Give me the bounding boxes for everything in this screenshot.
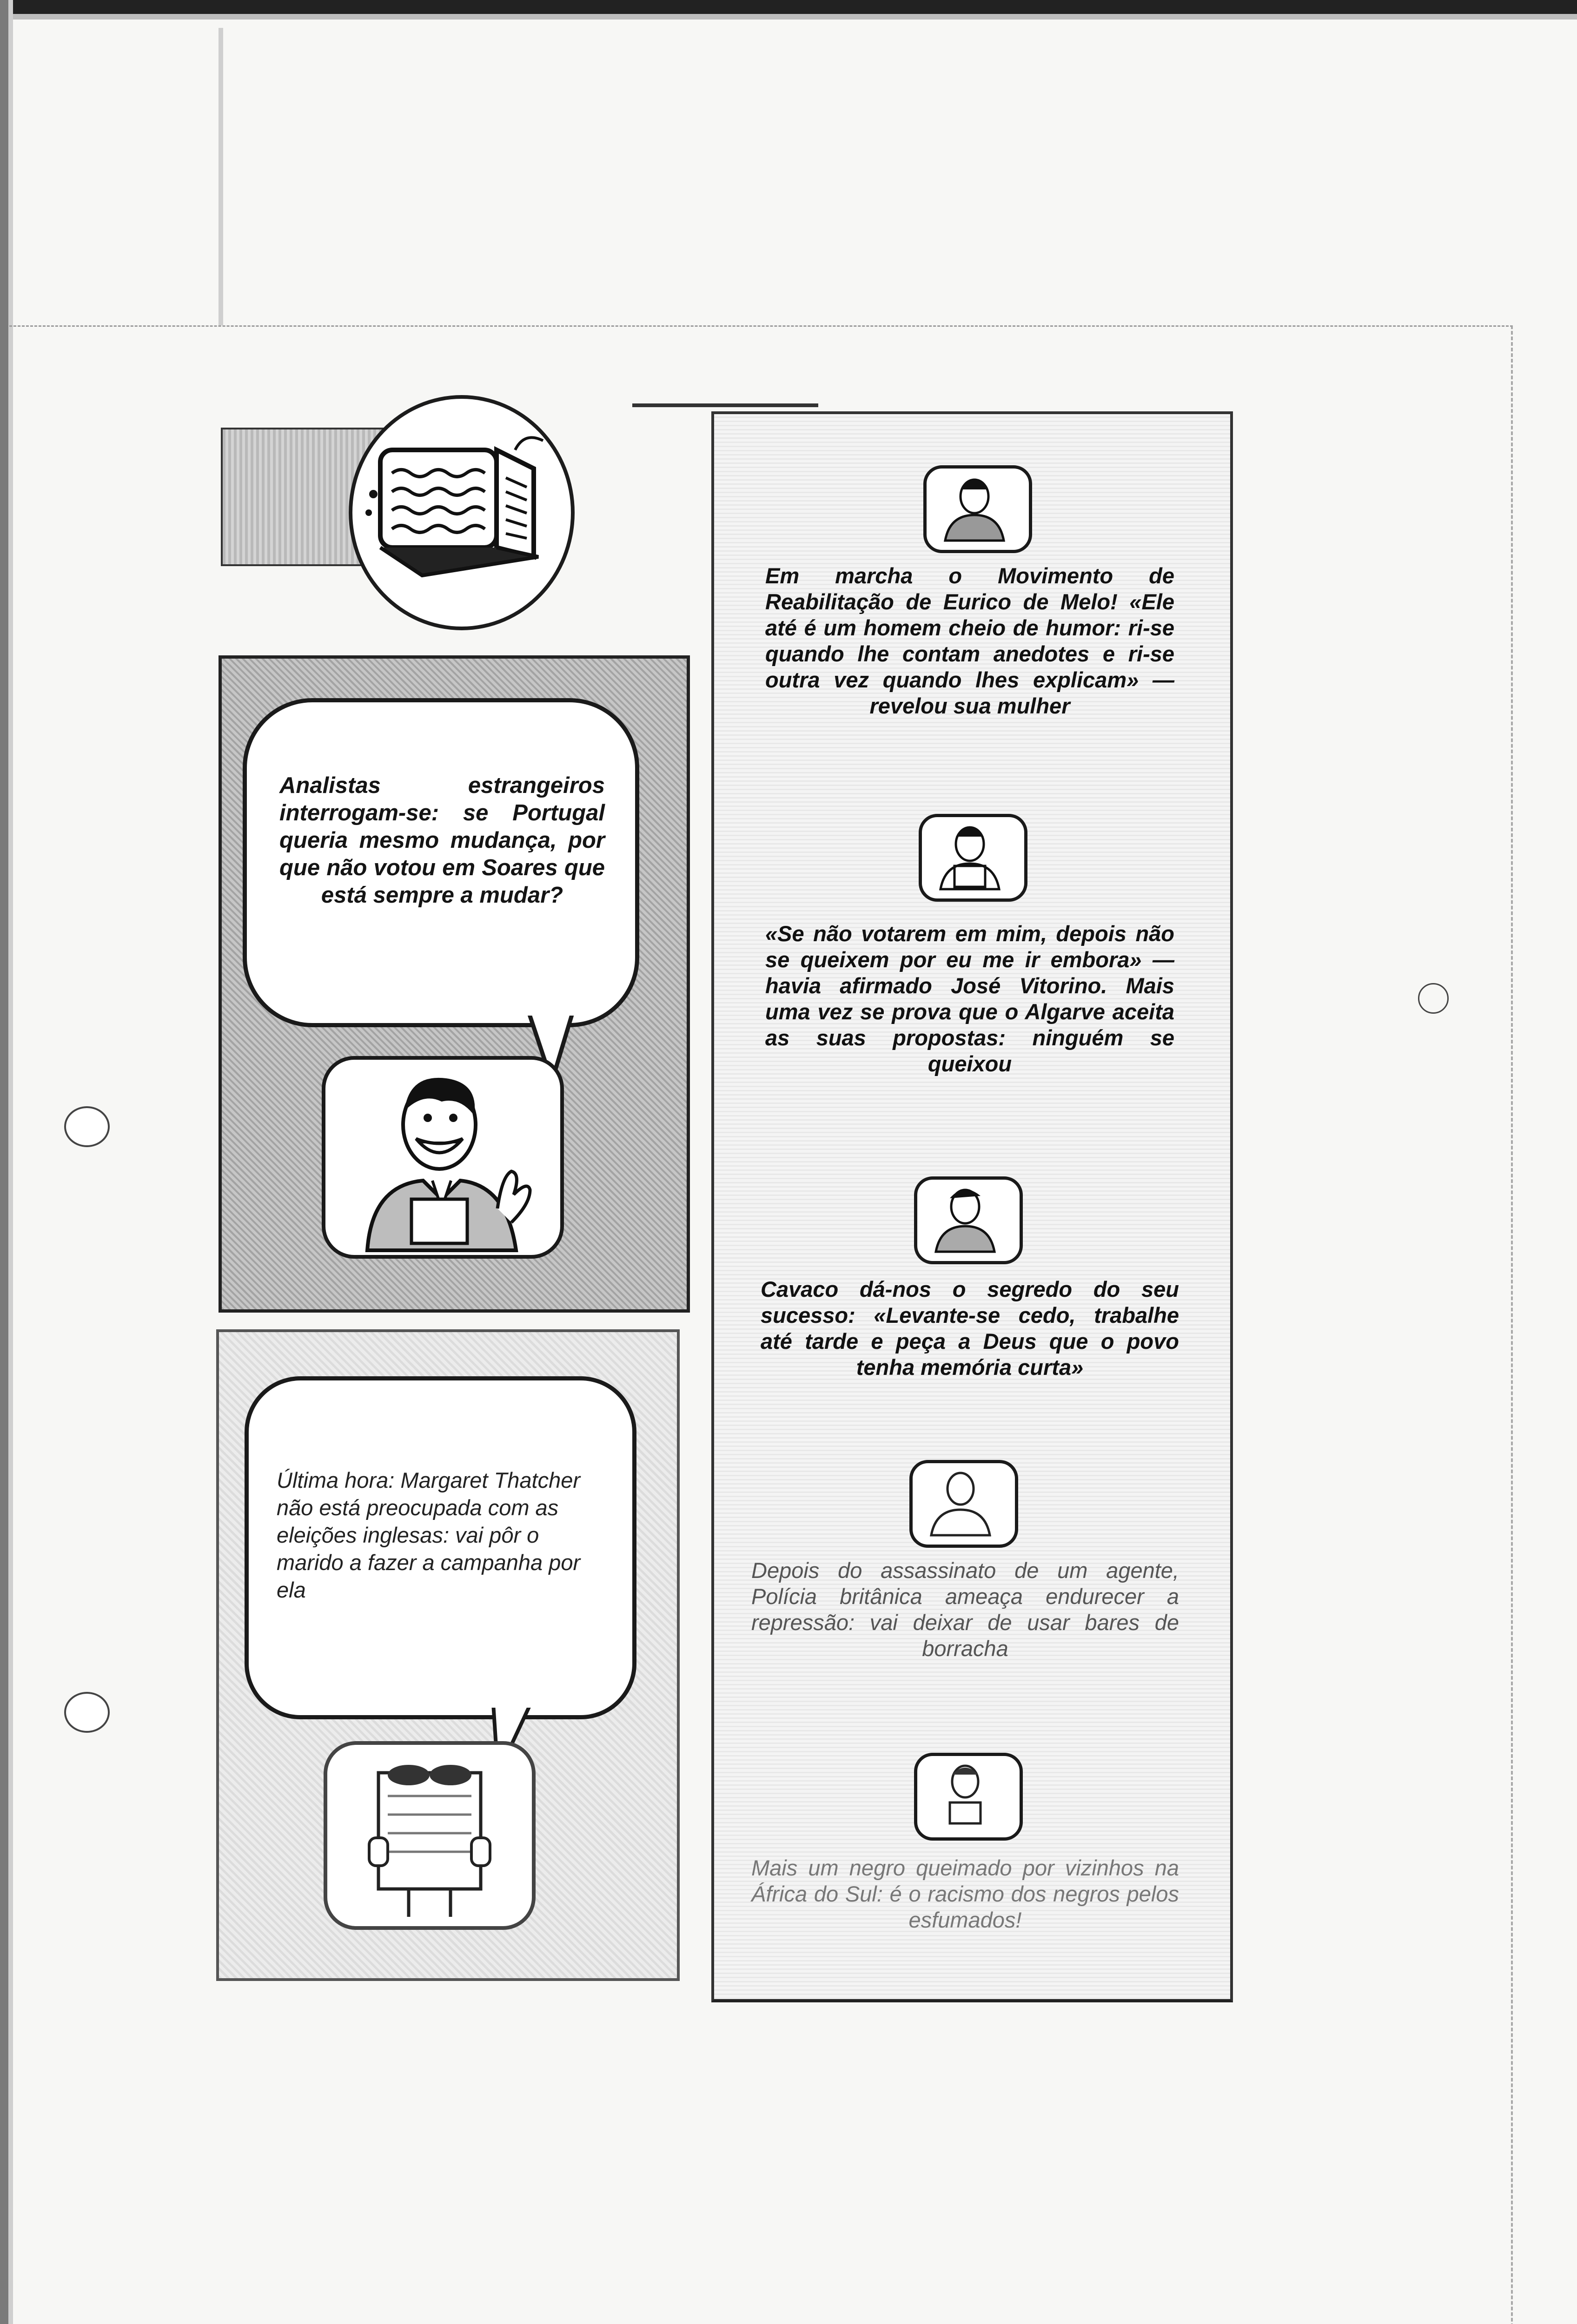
television-logo — [349, 395, 575, 630]
anchorman-icon — [922, 817, 1018, 892]
cartoon-panel-1 — [219, 655, 690, 1313]
tv-screen — [322, 1056, 564, 1259]
news-item-3: Cavaco dá-nos o segredo do seu sucesso: «Levante-se cedo, trabalhe até tarde e peça a Deus que o povo tenha memória curta» — [761, 1277, 1179, 1380]
punch-hole-icon — [1418, 983, 1449, 1014]
speech-bubble — [245, 1376, 636, 1719]
anchorman-icon — [913, 1463, 1008, 1538]
news-item-5: Mais um negro queimado por vizinhos na África do Sul: é o racismo dos negros pelos esfumados! — [751, 1855, 1179, 1932]
scan-edge-top-grey — [0, 14, 1577, 20]
punch-hole-icon — [64, 1692, 110, 1733]
tv-screen — [324, 1741, 536, 1930]
scan-edge-left — [0, 0, 8, 2324]
scan-fold-line — [219, 28, 223, 325]
news-item-4: Depois do assassinato de um agente, Polícia britânica ameaça endurecer a repressão: vai deixar de usar bares de borracha — [751, 1558, 1179, 1661]
bubble-text: Última hora: Margaret Thatcher não está preocupada com as eleições inglesas: vai pôr o marido a fazer a campanha por ela — [277, 1468, 581, 1602]
scan-edge-top — [0, 0, 1577, 14]
speech-bubble — [243, 698, 639, 1027]
news-item-1: Em marcha o Movimento de Reabilitação de Eurico de Melo! «Ele até é um homem cheio de humor: ri-se quando lhe contam anedotes e ri-se outra vez quando lhes explicam» — revelou sua mulher — [765, 563, 1174, 718]
anchorman-icon — [917, 1180, 1013, 1254]
tv-thumbnail — [914, 1176, 1023, 1264]
cartoon-panel-2 — [216, 1329, 680, 1981]
header-rule — [632, 403, 818, 407]
tv-thumbnail — [909, 1460, 1018, 1548]
tv-thumbnail — [923, 465, 1032, 553]
news-item-2: «Se não votarem em mim, depois não se queixem por eu me ir embora» — havia afirmado José Vitorino. Mais uma vez se prova que o Algarve aceita as suas propostas: ninguém se queixou — [765, 921, 1174, 1076]
anchorman-icon — [325, 1060, 560, 1255]
right-column — [711, 411, 1233, 2002]
television-icon — [352, 399, 571, 627]
tv-thumbnail — [914, 1753, 1023, 1841]
anchorman-icon — [917, 1756, 1013, 1831]
punch-hole-icon — [64, 1106, 110, 1147]
bubble-text: Analistas estrangeiros interrogam-se: se Portugal queria mesmo mudança, por que não votou em Soares que está sempre a mudar? — [279, 773, 605, 908]
tv-thumbnail — [919, 814, 1027, 902]
newsreader-icon — [327, 1745, 532, 1926]
anchorman-icon — [927, 469, 1022, 543]
